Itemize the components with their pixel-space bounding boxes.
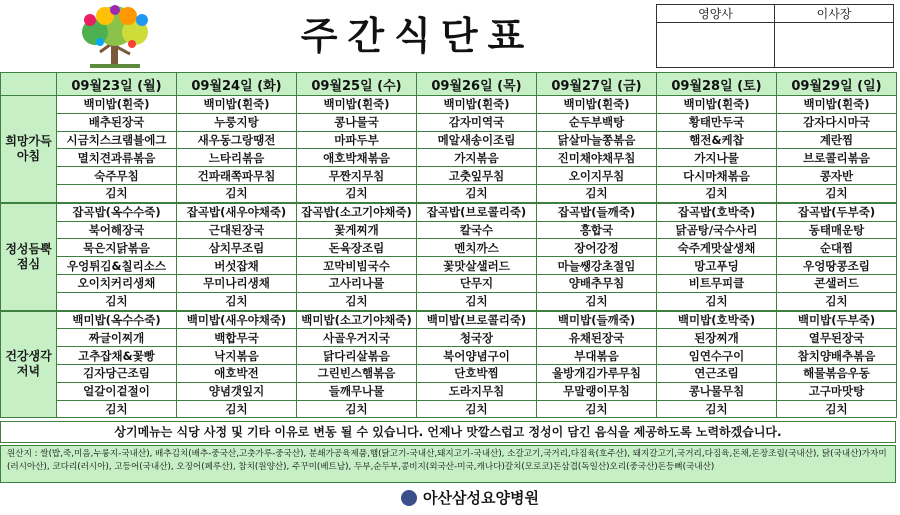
approval-director-label: 이사장 xyxy=(775,5,893,23)
menu-row xyxy=(1,113,897,131)
menu-item: 북어양념구이 xyxy=(417,347,537,365)
menu-item: 백미밥(흰죽) xyxy=(417,96,537,114)
hospital-name-block xyxy=(340,487,600,509)
menu-row xyxy=(1,382,897,400)
menu-item: 백미밥(흰죽) xyxy=(657,96,777,114)
menu-item: 순대찜 xyxy=(777,239,897,257)
header xyxy=(0,0,900,72)
menu-item: 김치 xyxy=(417,400,537,418)
menu-item: 잡곡밥(두부죽) xyxy=(777,203,897,221)
menu-item: 백미밥(흰죽) xyxy=(537,96,657,114)
day-header: 09월27일 (금) xyxy=(537,73,657,96)
menu-item: 김치 xyxy=(297,292,417,310)
menu-item: 김치 xyxy=(57,292,177,310)
menu-item: 잡곡밥(브로콜리죽) xyxy=(417,203,537,221)
menu-item: 임연수구이 xyxy=(657,347,777,365)
menu-item: 낙지볶음 xyxy=(177,347,297,365)
menu-row xyxy=(1,292,897,310)
menu-item: 동태매운탕 xyxy=(777,221,897,239)
menu-item: 백미밥(흰죽) xyxy=(777,96,897,114)
menu-item: 가지볶음 xyxy=(417,149,537,167)
approval-director-signature[interactable] xyxy=(775,23,893,67)
menu-item: 계란찜 xyxy=(777,131,897,149)
menu-item: 김치 xyxy=(297,400,417,418)
menu-item: 북어해장국 xyxy=(57,221,177,239)
menu-item: 감자다시마국 xyxy=(777,113,897,131)
menu-item: 숙주무침 xyxy=(57,167,177,185)
menu-row xyxy=(1,203,897,221)
menu-item: 단호박찜 xyxy=(417,364,537,382)
menu-row xyxy=(1,167,897,185)
page-title: 주간식단표 xyxy=(300,14,535,58)
menu-item: 우엉땅콩조림 xyxy=(777,257,897,275)
menu-row xyxy=(1,347,897,365)
menu-item: 버섯잡채 xyxy=(177,257,297,275)
menu-item: 해물볶음우동 xyxy=(777,364,897,382)
menu-item: 묵은지닭볶음 xyxy=(57,239,177,257)
menu-item: 백미밥(새우야채죽) xyxy=(177,311,297,329)
menu-row xyxy=(1,131,897,149)
day-header: 09월23일 (월) xyxy=(57,73,177,96)
menu-item: 황태만두국 xyxy=(657,113,777,131)
approval-nutritionist-label: 영양사 xyxy=(657,5,775,23)
menu-item: 백미밥(흰죽) xyxy=(177,96,297,114)
menu-item: 도라지무침 xyxy=(417,382,537,400)
menu-item: 연근조림 xyxy=(657,364,777,382)
menu-item: 새우동그랑땡전 xyxy=(177,131,297,149)
menu-item: 브로콜리볶음 xyxy=(777,149,897,167)
menu-row xyxy=(1,239,897,257)
menu-item: 배추된장국 xyxy=(57,113,177,131)
menu-item: 꽃맛살샐러드 xyxy=(417,257,537,275)
menu-item: 김치 xyxy=(417,292,537,310)
menu-item: 마늘쌩강초절임 xyxy=(537,257,657,275)
weekly-menu-table xyxy=(0,72,897,418)
menu-item: 양념갯잎지 xyxy=(177,382,297,400)
menu-item: 순두부백탕 xyxy=(537,113,657,131)
menu-item: 비트무피클 xyxy=(657,274,777,292)
menu-item: 장어강정 xyxy=(537,239,657,257)
menu-item: 잡곡밥(옥수수죽) xyxy=(57,203,177,221)
hospital-name: 아산삼성요양병원 xyxy=(423,489,539,507)
menu-item: 우엉튀김&칠리소스 xyxy=(57,257,177,275)
menu-row xyxy=(1,184,897,202)
menu-body xyxy=(1,96,897,418)
menu-item: 울방개김가루무침 xyxy=(537,364,657,382)
menu-item: 유채된장국 xyxy=(537,329,657,347)
approval-box xyxy=(656,4,894,68)
menu-item: 감자미역국 xyxy=(417,113,537,131)
menu-item: 마파두부 xyxy=(297,131,417,149)
menu-item: 백미밥(흰죽) xyxy=(57,96,177,114)
menu-item: 그린빈스햄볶음 xyxy=(297,364,417,382)
menu-item: 김치 xyxy=(57,400,177,418)
menu-row xyxy=(1,364,897,382)
menu-item: 백미밥(두부죽) xyxy=(777,311,897,329)
menu-item: 진미채야채무침 xyxy=(537,149,657,167)
menu-item: 메알새송이조림 xyxy=(417,131,537,149)
menu-item: 참치양배추볶음 xyxy=(777,347,897,365)
menu-item: 김치 xyxy=(537,292,657,310)
menu-item: 부대볶음 xyxy=(537,347,657,365)
menu-item: 고추잡채&꽃빵 xyxy=(57,347,177,365)
menu-item: 멸치견과류볶음 xyxy=(57,149,177,167)
menu-row xyxy=(1,274,897,292)
menu-item: 근대된장국 xyxy=(177,221,297,239)
approval-nutritionist-signature[interactable] xyxy=(657,23,775,67)
meal-label: 희망가득 아침 xyxy=(1,96,57,203)
menu-item: 얼갈이겉절이 xyxy=(57,382,177,400)
menu-item: 김자당근조림 xyxy=(57,364,177,382)
menu-item: 고구마맛탕 xyxy=(777,382,897,400)
hospital-emblem-icon xyxy=(401,490,417,506)
menu-item: 김치 xyxy=(537,400,657,418)
corner-cell xyxy=(1,73,57,96)
menu-row xyxy=(1,96,897,114)
day-header: 09월29일 (일) xyxy=(777,73,897,96)
menu-item: 오이치커리생채 xyxy=(57,274,177,292)
menu-item: 고춧잎무침 xyxy=(417,167,537,185)
day-header-row xyxy=(1,73,897,96)
day-header: 09월25일 (수) xyxy=(297,73,417,96)
menu-item: 닭살마늘쫑볶음 xyxy=(537,131,657,149)
menu-item: 콘샐러드 xyxy=(777,274,897,292)
menu-item: 단무지 xyxy=(417,274,537,292)
menu-item: 누룽지탕 xyxy=(177,113,297,131)
menu-item: 잡곡밥(새우야채죽) xyxy=(177,203,297,221)
menu-item: 멘치까스 xyxy=(417,239,537,257)
menu-item: 무미나리생채 xyxy=(177,274,297,292)
menu-item: 백미밥(호박죽) xyxy=(657,311,777,329)
menu-item: 들깨무나물 xyxy=(297,382,417,400)
notice-text: 상기메뉴는 식당 사정 및 기타 이유로 변동 될 수 있습니다. 언제나 맛깔스럽고 정성이 담긴 음식을 제공하도록 노력하겠습니다. xyxy=(0,421,896,443)
menu-row xyxy=(1,257,897,275)
day-header: 09월24일 (화) xyxy=(177,73,297,96)
menu-item: 김치 xyxy=(777,292,897,310)
menu-row xyxy=(1,400,897,418)
menu-item: 고사리나물 xyxy=(297,274,417,292)
menu-item: 삼치무조림 xyxy=(177,239,297,257)
menu-item: 김치 xyxy=(177,184,297,202)
menu-item: 다시마채볶음 xyxy=(657,167,777,185)
menu-item: 오이지무침 xyxy=(537,167,657,185)
menu-item: 햄전&케찹 xyxy=(657,131,777,149)
menu-item: 짜글이찌개 xyxy=(57,329,177,347)
menu-row xyxy=(1,149,897,167)
menu-item: 김치 xyxy=(297,184,417,202)
menu-item: 청국장 xyxy=(417,329,537,347)
menu-item: 백미밥(들깨죽) xyxy=(537,311,657,329)
menu-item: 김치 xyxy=(657,400,777,418)
menu-item: 돈육장조림 xyxy=(297,239,417,257)
origin-info: 원산지 : 쌀(밥,죽,미음,누룽지-국내산), 배추김치(배추-중국산,고춧가루-중국산), 분쇄가공육제품,햄(닭고기-국내산,돼지고기-국내산), 소갈고기,국거리,다짐육(호주산), 돼지갈고기,국거리,다짐육,돈채,돈장조림(국내산), 닭(국내산)가자미(러시아산), 코다리(러시아), 고등어(국내산), 오징어(페루산), 참치(원양산), 주꾸미(베트남), 두부,순두부,콩비지(외국산-미국,캐나다)갈치(모로코)돈삼겹(독일산)오리(중국산)돈등뼈(국내산) xyxy=(0,445,896,483)
menu-item: 양배추무침 xyxy=(537,274,657,292)
menu-item: 가지나물 xyxy=(657,149,777,167)
menu-item: 김치 xyxy=(177,292,297,310)
menu-item: 백합무국 xyxy=(177,329,297,347)
menu-item: 김치 xyxy=(537,184,657,202)
menu-item: 닭곰탕/국수사리 xyxy=(657,221,777,239)
menu-item: 백미밥(옥수수죽) xyxy=(57,311,177,329)
menu-item: 꼬막비빔국수 xyxy=(297,257,417,275)
menu-item: 김치 xyxy=(777,184,897,202)
menu-item: 백미밥(브로콜리죽) xyxy=(417,311,537,329)
menu-item: 꽃게찌개 xyxy=(297,221,417,239)
menu-item: 애호박전 xyxy=(177,364,297,382)
meal-label: 건강생각 저녁 xyxy=(1,311,57,418)
menu-item: 김치 xyxy=(657,292,777,310)
menu-item: 잡곡밥(소고기야채죽) xyxy=(297,203,417,221)
menu-item: 김치 xyxy=(177,400,297,418)
menu-item: 무짠지무침 xyxy=(297,167,417,185)
menu-item: 콩나물무침 xyxy=(657,382,777,400)
menu-item: 애호박채볶음 xyxy=(297,149,417,167)
menu-item: 백미밥(흰죽) xyxy=(297,96,417,114)
menu-item: 잡곡밥(들깨죽) xyxy=(537,203,657,221)
day-header: 09월28일 (토) xyxy=(657,73,777,96)
menu-item: 망고푸딩 xyxy=(657,257,777,275)
menu-item: 콩자반 xyxy=(777,167,897,185)
menu-item: 된장찌개 xyxy=(657,329,777,347)
menu-item: 콩나물국 xyxy=(297,113,417,131)
menu-item: 닭다리살볶음 xyxy=(297,347,417,365)
menu-item: 숙주게맛살생채 xyxy=(657,239,777,257)
tree-logo-icon xyxy=(60,2,170,70)
menu-row xyxy=(1,311,897,329)
menu-item: 잡곡밥(호박죽) xyxy=(657,203,777,221)
menu-item: 백미밥(소고기야채죽) xyxy=(297,311,417,329)
menu-row xyxy=(1,329,897,347)
menu-item: 무말랭이무침 xyxy=(537,382,657,400)
menu-item: 사골우거지국 xyxy=(297,329,417,347)
menu-item: 김치 xyxy=(657,184,777,202)
meal-label: 정성듬뿍 점심 xyxy=(1,203,57,311)
menu-item: 김치 xyxy=(417,184,537,202)
menu-item: 열무된장국 xyxy=(777,329,897,347)
menu-item: 김치 xyxy=(57,184,177,202)
day-header: 09월26일 (목) xyxy=(417,73,537,96)
menu-item: 시금치스크램블에그 xyxy=(57,131,177,149)
menu-row xyxy=(1,221,897,239)
menu-item: 느타리볶음 xyxy=(177,149,297,167)
menu-item: 김치 xyxy=(777,400,897,418)
menu-item: 건파래쪽파무침 xyxy=(177,167,297,185)
menu-item: 칼국수 xyxy=(417,221,537,239)
menu-item: 흥합국 xyxy=(537,221,657,239)
